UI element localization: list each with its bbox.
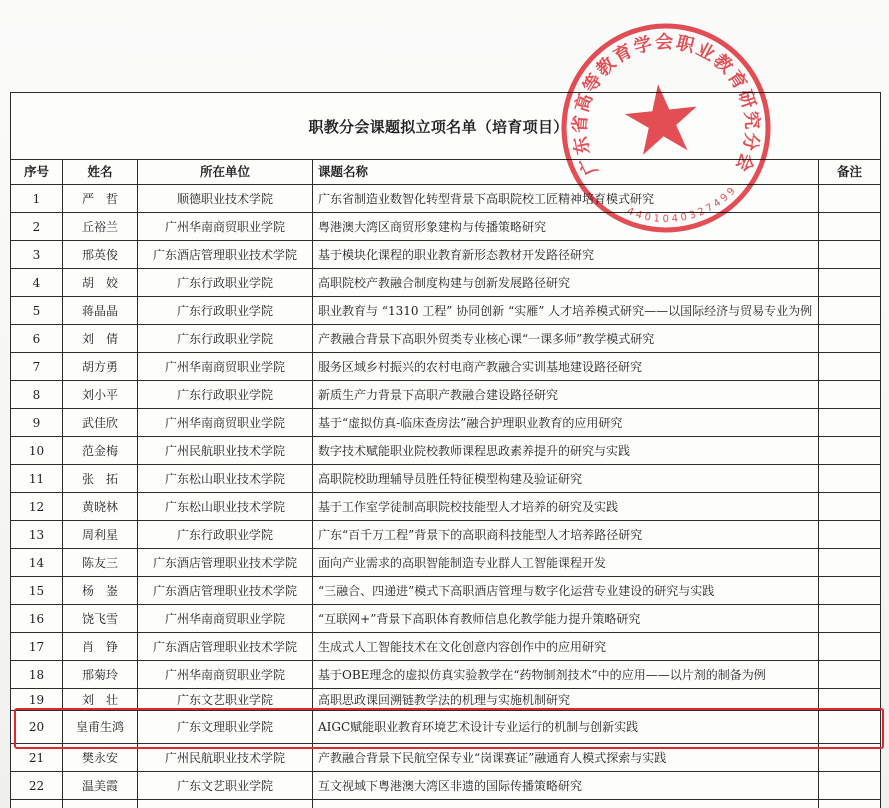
project-title-text: 基于OBE理念的虚拟仿真实验教学在“药物制剂技术”中的应用——以片剂的制备为例 bbox=[318, 667, 766, 682]
row-number-text: 18 bbox=[28, 667, 45, 682]
row-number bbox=[11, 465, 63, 492]
project-title-text: 高职思政课回溯链教学法的机理与实施机制研究 bbox=[318, 693, 571, 707]
table-row bbox=[11, 185, 881, 213]
row-number-text: 15 bbox=[28, 583, 45, 598]
applicant-name bbox=[63, 800, 138, 808]
row-number-text: 16 bbox=[28, 611, 45, 626]
row-number-text: 19 bbox=[28, 693, 45, 707]
remarks-cell bbox=[819, 577, 881, 604]
institution-name-text: 广州华南商贸职业学院 bbox=[164, 667, 285, 682]
project-title-text: 生成式人工智能技术在文化创意内容创作中的应用研究 bbox=[318, 639, 607, 654]
applicant-name-text: 刘 壮 bbox=[81, 693, 118, 707]
institution-name-text: 广州民航职业技术学院 bbox=[164, 750, 285, 765]
remarks-cell bbox=[819, 213, 881, 240]
table-row bbox=[11, 437, 881, 465]
institution-name-text: 广州民航职业技术学院 bbox=[164, 443, 285, 458]
table-row-partial bbox=[11, 800, 881, 808]
row-number bbox=[11, 577, 63, 604]
project-title bbox=[313, 661, 819, 688]
row-number bbox=[11, 437, 63, 464]
highlight-box bbox=[14, 708, 884, 749]
project-title-text: 高职院校产教融合制度构建与创新发展路径研究 bbox=[318, 275, 571, 290]
table-row bbox=[11, 213, 881, 241]
institution-name-text: 广东文艺职业学院 bbox=[176, 778, 273, 793]
table-row bbox=[11, 353, 881, 381]
row-number bbox=[11, 689, 63, 710]
project-title bbox=[313, 297, 819, 324]
document-title: 职教分会课题拟立项名单（培育项目） bbox=[11, 93, 881, 159]
row-number-text: 20 bbox=[28, 720, 45, 734]
project-title-text: 广东省制造业数智化转型背景下高职院校工匠精神培育模式研究 bbox=[318, 191, 655, 206]
applicant-name-text: 胡 姣 bbox=[81, 275, 118, 290]
row-number-text: 11 bbox=[28, 471, 45, 486]
row-number bbox=[11, 185, 63, 212]
applicant-name bbox=[63, 381, 138, 408]
institution-name bbox=[138, 297, 313, 324]
project-title-text: 基于“虚拟仿真-临床查房法”融合护理职业教育的应用研究 bbox=[318, 415, 623, 430]
institution-name bbox=[138, 185, 313, 212]
applicant-name-text: 肖 铮 bbox=[81, 639, 118, 654]
row-number bbox=[11, 409, 63, 436]
remarks-cell bbox=[819, 241, 881, 268]
project-title bbox=[313, 633, 819, 660]
institution-name bbox=[138, 493, 313, 520]
remarks-cell bbox=[819, 661, 881, 688]
column-header-name: 姓名 bbox=[63, 160, 138, 184]
remarks-cell bbox=[819, 381, 881, 408]
row-number-text: 4 bbox=[32, 275, 41, 290]
row-number-text: 7 bbox=[32, 359, 41, 374]
institution-name bbox=[138, 549, 313, 576]
applicant-name bbox=[63, 437, 138, 464]
institution-name-text: 广州华南商贸职业学院 bbox=[164, 359, 285, 374]
institution-name bbox=[138, 633, 313, 660]
project-title-text: 数字技术赋能职业院校教师课程思政素养提升的研究与实践 bbox=[318, 443, 631, 458]
seal-text: 广东省高等教育学会职业教育研究分会 bbox=[569, 31, 763, 179]
table-row bbox=[11, 661, 881, 689]
applicant-name-text: 周利星 bbox=[81, 527, 118, 542]
applicant-name bbox=[63, 577, 138, 604]
remarks-cell bbox=[819, 605, 881, 632]
institution-name bbox=[138, 772, 313, 799]
row-number bbox=[11, 241, 63, 268]
applicant-name bbox=[63, 521, 138, 548]
institution-name bbox=[138, 381, 313, 408]
row-number-text: 6 bbox=[32, 331, 41, 346]
project-title bbox=[313, 465, 819, 492]
project-title bbox=[313, 577, 819, 604]
table-row bbox=[11, 605, 881, 633]
institution-name-text: 广东行政职业学院 bbox=[176, 303, 273, 318]
project-title bbox=[313, 605, 819, 632]
row-number bbox=[11, 800, 63, 808]
project-title-text: 面向产业需求的高职智能制造专业群人工智能课程开发 bbox=[318, 555, 607, 570]
applicant-name bbox=[63, 465, 138, 492]
row-number bbox=[11, 633, 63, 660]
row-number bbox=[11, 269, 63, 296]
applicant-name-text: 蒋晶晶 bbox=[81, 303, 118, 318]
remarks-cell bbox=[819, 325, 881, 352]
institution-name bbox=[138, 241, 313, 268]
applicant-name-text: 胡方勇 bbox=[81, 359, 118, 374]
project-title-text: 广东“百千万工程”背景下的高职商科技能型人才培养路径研究 bbox=[318, 527, 643, 542]
remarks-cell bbox=[819, 493, 881, 520]
table-row bbox=[11, 633, 881, 661]
row-number-text: 8 bbox=[32, 387, 41, 402]
column-header-remarks: 备注 bbox=[819, 160, 881, 184]
table-row bbox=[11, 241, 881, 269]
institution-name-text: 广东酒店管理职业技术学院 bbox=[152, 247, 297, 262]
applicant-name-text: 陈友三 bbox=[81, 555, 118, 570]
institution-name bbox=[138, 269, 313, 296]
institution-name bbox=[138, 437, 313, 464]
column-header-project-title: 课题名称 bbox=[313, 160, 819, 184]
institution-name bbox=[138, 409, 313, 436]
applicant-name bbox=[63, 353, 138, 380]
institution-name bbox=[138, 213, 313, 240]
table-row bbox=[11, 772, 881, 800]
table-row bbox=[11, 381, 881, 409]
institution-name-text: 广东文理职业学院 bbox=[176, 720, 273, 734]
applicant-name bbox=[63, 661, 138, 688]
institution-name-text: 广东松山职业技术学院 bbox=[164, 499, 285, 514]
row-number-text: 12 bbox=[28, 499, 45, 514]
project-title-text: 高职院校助理辅导员胜任特征模型构建及验证研究 bbox=[318, 471, 583, 486]
applicant-name bbox=[63, 633, 138, 660]
row-number bbox=[11, 549, 63, 576]
row-number-text: 17 bbox=[28, 639, 45, 654]
column-header-number: 序号 bbox=[11, 160, 63, 184]
institution-name-text: 广东酒店管理职业技术学院 bbox=[152, 555, 297, 570]
project-title bbox=[313, 241, 819, 268]
applicant-name bbox=[63, 409, 138, 436]
institution-name bbox=[138, 465, 313, 492]
row-number bbox=[11, 521, 63, 548]
row-number-text: 3 bbox=[32, 247, 41, 262]
project-title-text: 服务区域乡村振兴的农村电商产教融合实训基地建设路径研究 bbox=[318, 359, 643, 374]
remarks-cell bbox=[819, 269, 881, 296]
institution-name-text: 广州华南商贸职业学院 bbox=[164, 611, 285, 626]
row-number-text: 1 bbox=[32, 191, 41, 206]
remarks-cell bbox=[819, 800, 881, 808]
remarks-cell bbox=[819, 297, 881, 324]
applicant-name bbox=[63, 689, 138, 710]
applicant-name-text: 刘 倩 bbox=[81, 331, 118, 346]
institution-name-text: 广州华南商贸职业学院 bbox=[164, 219, 285, 234]
remarks-cell bbox=[819, 521, 881, 548]
institution-name-text: 广东行政职业学院 bbox=[176, 527, 273, 542]
institution-name bbox=[138, 661, 313, 688]
project-title-text: AIGC赋能职业教育环境艺术设计专业运行的机制与创新实践 bbox=[318, 720, 639, 734]
table-header-row bbox=[11, 160, 881, 185]
project-title bbox=[313, 689, 819, 710]
applicant-name bbox=[63, 213, 138, 240]
applicant-name bbox=[63, 325, 138, 352]
row-number bbox=[11, 661, 63, 688]
institution-name bbox=[138, 605, 313, 632]
row-number bbox=[11, 297, 63, 324]
table-row bbox=[11, 325, 881, 353]
project-title-text: 新质生产力背景下高职产教融合建设路径研究 bbox=[318, 387, 559, 402]
applicant-name bbox=[63, 772, 138, 799]
table-row bbox=[11, 493, 881, 521]
project-title-text: 基于工作室学徒制高职院校技能型人才培养的研究及实践 bbox=[318, 499, 619, 514]
institution-name bbox=[138, 577, 313, 604]
institution-name-text: 广东酒店管理职业技术学院 bbox=[152, 583, 297, 598]
project-title-text: “三融合、四递进”模式下高职酒店管理与数字化运营专业建设的研究与实践 bbox=[318, 583, 715, 598]
row-number bbox=[11, 772, 63, 799]
applicant-name bbox=[63, 297, 138, 324]
applicant-name bbox=[63, 269, 138, 296]
applicant-name-text: 樊永安 bbox=[81, 750, 118, 765]
table-row bbox=[11, 549, 881, 577]
applicant-name bbox=[63, 493, 138, 520]
project-title-text: 产教融合背景下民航空保专业“岗课赛证”融通育人模式探索与实践 bbox=[318, 750, 667, 765]
applicant-name bbox=[63, 241, 138, 268]
project-title bbox=[313, 353, 819, 380]
table-row bbox=[11, 577, 881, 605]
applicant-name bbox=[63, 605, 138, 632]
applicant-name-text: 邢英俊 bbox=[81, 247, 118, 262]
applicant-name-text: 丘裕兰 bbox=[81, 219, 118, 234]
institution-name-text: 广东行政职业学院 bbox=[176, 387, 273, 402]
remarks-cell bbox=[819, 633, 881, 660]
project-title bbox=[313, 493, 819, 520]
row-number-text: 14 bbox=[28, 555, 45, 570]
remarks-cell bbox=[819, 465, 881, 492]
row-number-text: 13 bbox=[28, 527, 45, 542]
institution-name-text: 广东松山职业技术学院 bbox=[164, 471, 285, 486]
institution-name-text: 广东酒店管理职业技术学院 bbox=[152, 639, 297, 654]
project-title-text: “互联网+”背景下高职体育教师信息化教学能力提升策略研究 bbox=[318, 611, 641, 626]
applicant-name bbox=[63, 185, 138, 212]
institution-name-text: 顺德职业技术学院 bbox=[176, 191, 273, 206]
project-title bbox=[313, 325, 819, 352]
applicant-name-text: 邢菊玲 bbox=[81, 667, 118, 682]
institution-name-text: 广东行政职业学院 bbox=[176, 331, 273, 346]
project-title bbox=[313, 800, 819, 808]
institution-name bbox=[138, 800, 313, 808]
remarks-cell bbox=[819, 437, 881, 464]
row-number bbox=[11, 325, 63, 352]
remarks-cell bbox=[819, 409, 881, 436]
project-title-text: 粤港澳大湾区商贸形象建构与传播策略研究 bbox=[318, 219, 547, 234]
row-number-text: 10 bbox=[28, 443, 45, 458]
remarks-cell bbox=[819, 549, 881, 576]
remarks-cell bbox=[819, 689, 881, 710]
remarks-cell bbox=[819, 353, 881, 380]
project-title-text: 基于模块化课程的职业教育新形态教材开发路径研究 bbox=[318, 247, 595, 262]
institution-name-text: 广东行政职业学院 bbox=[176, 275, 273, 290]
table-title-row bbox=[11, 93, 881, 160]
project-title bbox=[313, 185, 819, 212]
applicant-name-text: 黄晓林 bbox=[81, 499, 118, 514]
row-number bbox=[11, 493, 63, 520]
project-title-text: 产教融合背景下高职外贸类专业核心课“一课多师”教学模式研究 bbox=[318, 331, 655, 346]
project-title bbox=[313, 213, 819, 240]
column-header-institution: 所在单位 bbox=[138, 160, 313, 184]
row-number bbox=[11, 353, 63, 380]
applicant-name-text: 张 拓 bbox=[81, 471, 118, 486]
remarks-cell bbox=[819, 185, 881, 212]
institution-name-text: 广东文艺职业学院 bbox=[176, 693, 273, 707]
project-list-table bbox=[10, 92, 881, 808]
row-number-text: 2 bbox=[32, 219, 41, 234]
remarks-cell bbox=[819, 772, 881, 799]
project-title-text: 职业教育与 “1310 工程” 协同创新 “实雁” 人才培养模式研究——以国际经济与贸易专业为例 bbox=[318, 303, 813, 318]
row-number bbox=[11, 381, 63, 408]
applicant-name-text: 温美霞 bbox=[81, 778, 118, 793]
table-row bbox=[11, 297, 881, 325]
institution-name bbox=[138, 689, 313, 710]
applicant-name-text: 饶飞雪 bbox=[81, 611, 118, 626]
applicant-name-text: 皇甫生鸿 bbox=[75, 720, 124, 734]
institution-name bbox=[138, 353, 313, 380]
project-title bbox=[313, 549, 819, 576]
project-title bbox=[313, 269, 819, 296]
table-row bbox=[11, 521, 881, 549]
institution-name bbox=[138, 325, 313, 352]
applicant-name-text: 刘小平 bbox=[81, 387, 118, 402]
table-row bbox=[11, 409, 881, 437]
row-number-text: 9 bbox=[32, 415, 41, 430]
project-title-text: 互文视域下粤港澳大湾区非遗的国际传播策略研究 bbox=[318, 778, 583, 793]
applicant-name-text: 严 哲 bbox=[81, 191, 118, 206]
table-row bbox=[11, 465, 881, 493]
project-title bbox=[313, 409, 819, 436]
project-title bbox=[313, 381, 819, 408]
applicant-name-text: 武佳欣 bbox=[81, 415, 118, 430]
applicant-name-text: 杨 崟 bbox=[81, 583, 118, 598]
institution-name bbox=[138, 521, 313, 548]
row-number-text: 22 bbox=[28, 778, 45, 793]
project-title bbox=[313, 437, 819, 464]
project-title bbox=[313, 521, 819, 548]
applicant-name-text: 范金梅 bbox=[81, 443, 118, 458]
applicant-name bbox=[63, 549, 138, 576]
row-number bbox=[11, 213, 63, 240]
row-number-text: 5 bbox=[32, 303, 41, 318]
row-number bbox=[11, 605, 63, 632]
row-number-text: 21 bbox=[28, 750, 45, 765]
project-title bbox=[313, 772, 819, 799]
table-row bbox=[11, 269, 881, 297]
seal-code: 4401040327499 bbox=[625, 183, 740, 226]
institution-name-text: 广州华南商贸职业学院 bbox=[164, 415, 285, 430]
